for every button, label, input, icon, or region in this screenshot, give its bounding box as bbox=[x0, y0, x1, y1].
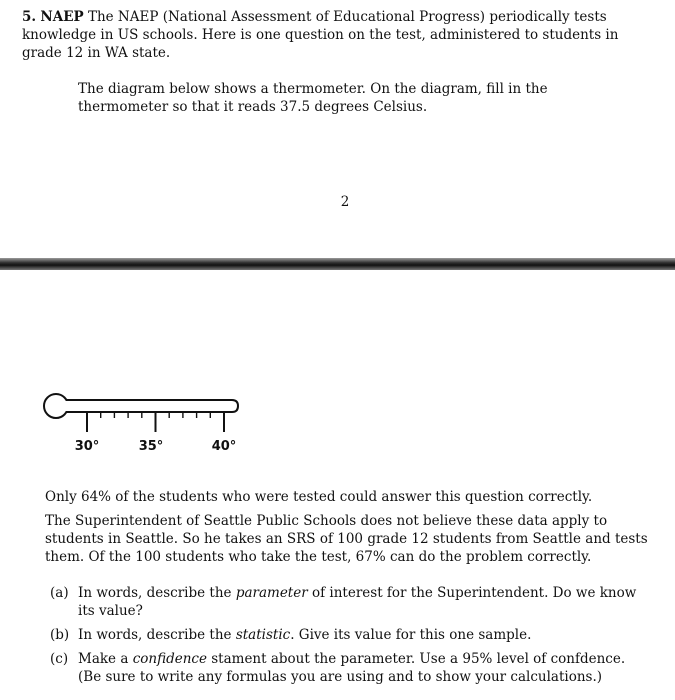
thermometer-ticks bbox=[87, 412, 224, 432]
tick-label-40: 40° bbox=[211, 439, 237, 454]
part-text-pre: In words, describe the bbox=[78, 585, 236, 601]
result-text bbox=[45, 488, 650, 572]
part-text-emphasis: parameter bbox=[235, 585, 308, 601]
problem-number: 5. bbox=[22, 9, 37, 25]
thermometer-bulb-mask bbox=[62, 401, 70, 411]
part-text-post: stament about the parameter. Use a 95% level of confdence. (Be sure to write any formulas you are using and to show your calculations.) bbox=[78, 651, 626, 685]
part-text-pre: In words, describe the bbox=[78, 627, 236, 643]
part-label: (b) bbox=[50, 627, 70, 643]
problem-statement bbox=[22, 8, 652, 62]
part-c bbox=[50, 650, 650, 686]
part-label: (c) bbox=[50, 651, 69, 667]
tick-label-35: 35° bbox=[138, 439, 164, 454]
page-number: 2 bbox=[340, 194, 350, 210]
paragraph-superintendent: The Superintendent of Seattle Public Schools does not believe these data apply to students in Seattle. So he takes an SRS of 100 grade 12 students from Seattle and tests them. Of the 100 students who take the test, 67% can do the problem correctly. bbox=[45, 513, 648, 565]
thermometer-tube bbox=[62, 400, 238, 412]
part-b bbox=[50, 626, 650, 644]
part-text-post: . Give its value for this one sample. bbox=[290, 627, 532, 643]
part-label: (a) bbox=[50, 585, 69, 601]
tick-label-30: 30° bbox=[74, 439, 100, 454]
part-text bbox=[78, 650, 650, 686]
page-top bbox=[0, 0, 675, 258]
part-text-pre: Make a bbox=[78, 651, 133, 667]
question-prompt: The diagram below shows a thermometer. On the diagram, fill in the thermometer so that it reads 37.5 degrees Celsius. bbox=[78, 81, 548, 115]
problem-intro: The NAEP (National Assessment of Educational Progress) periodically tests knowledge in US schools. Here is one question on the test, administered to students in grade 12 in WA state. bbox=[22, 9, 619, 61]
part-text-post: of interest for the Superintendent. Do we know its value? bbox=[78, 585, 637, 619]
part-text-emphasis: statistic bbox=[235, 627, 291, 643]
question-parts bbox=[50, 584, 650, 692]
part-text-emphasis: confidence bbox=[132, 651, 207, 667]
problem-title: NAEP bbox=[40, 9, 84, 25]
paragraph-result: Only 64% of the students who were tested could answer this question correctly. bbox=[45, 489, 593, 505]
part-text bbox=[78, 626, 650, 644]
part-text bbox=[78, 584, 650, 620]
part-a bbox=[50, 584, 650, 620]
thermometer-diagram[interactable] bbox=[40, 392, 250, 462]
page-divider bbox=[0, 258, 675, 270]
